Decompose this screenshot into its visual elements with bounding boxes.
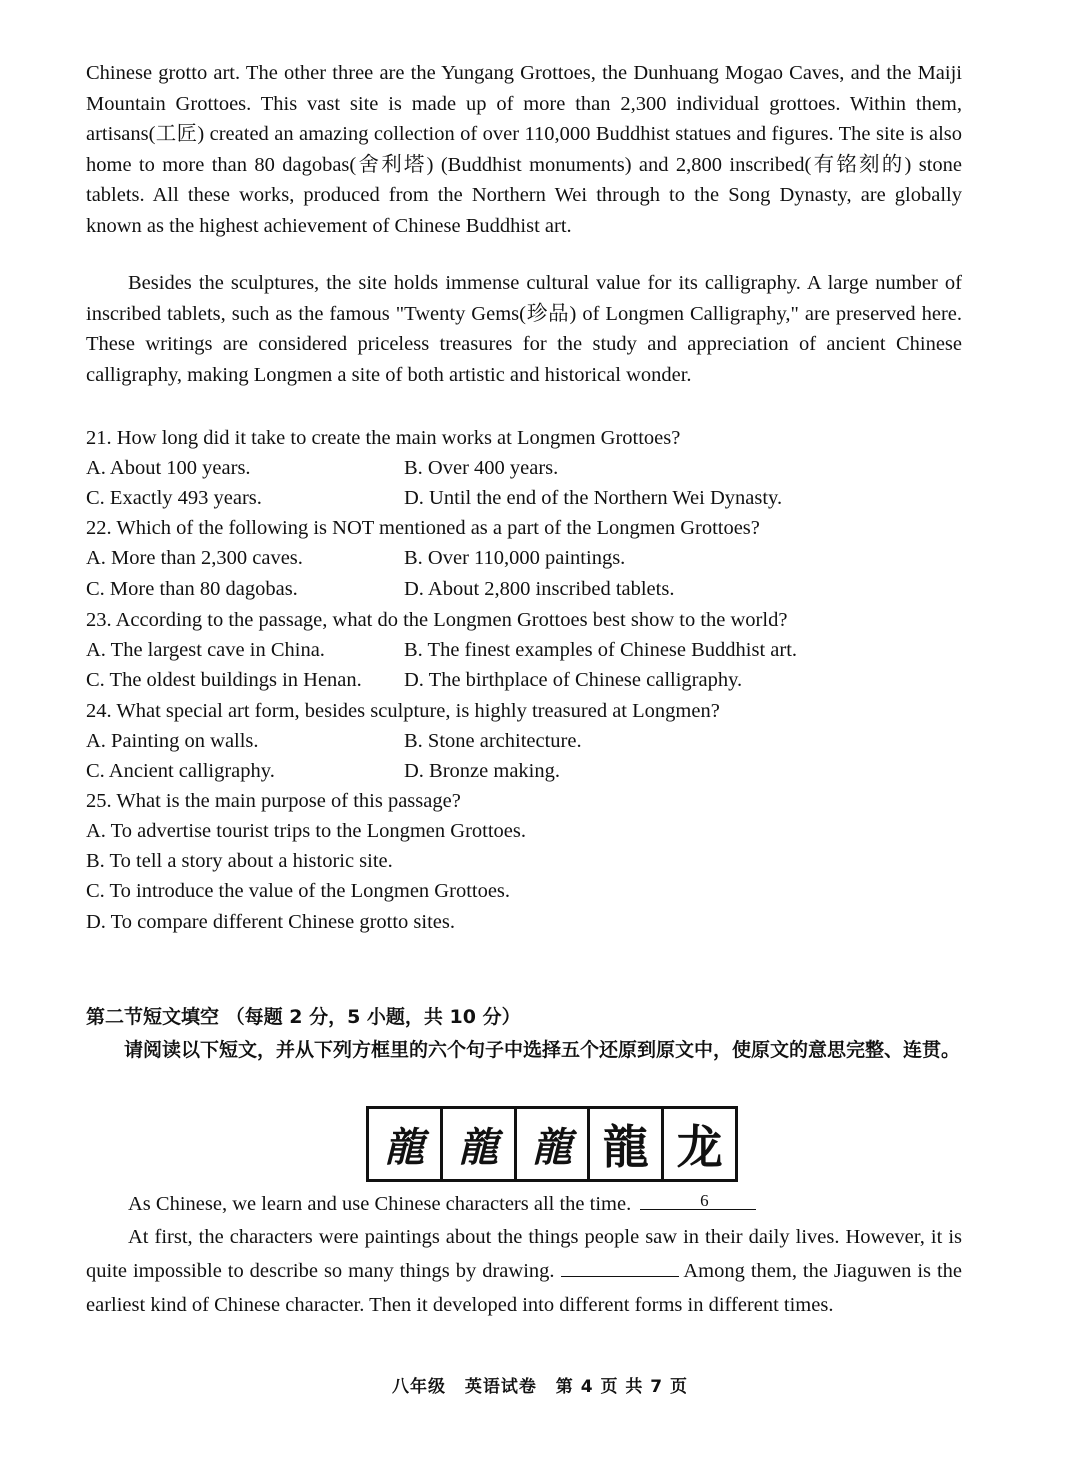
dragon-characters-box xyxy=(366,1106,738,1182)
simplified-dragon-character: 龙 xyxy=(676,1120,723,1174)
section-2-paragraph-1-text: As Chinese, we learn and use Chinese characters all the time. xyxy=(128,1193,632,1215)
question-22-option-b[interactable]: B. Over 110,000 paintings. xyxy=(404,547,626,569)
footer-page-number: 第 4 页 共 7 页 xyxy=(555,1377,689,1397)
traditional-dragon-character: 龍 xyxy=(590,1109,664,1179)
seal-script-dragon-character-1: 龍 xyxy=(369,1109,443,1179)
footer-subject: 英语试卷 xyxy=(464,1377,537,1397)
question-21-option-b[interactable]: B. Over 400 years. xyxy=(404,457,559,479)
question-22-option-c[interactable]: C. More than 80 dagobas. xyxy=(86,578,298,600)
question-23-option-b[interactable]: B. The finest examples of Chinese Buddhist art. xyxy=(404,639,798,661)
question-21-option-c[interactable]: C. Exactly 493 years. xyxy=(86,487,262,509)
question-24-stem: 24. What special art form, besides sculpture, is highly treasured at Longmen? xyxy=(86,700,720,722)
bronze-script-dragon-character: 龍 xyxy=(517,1109,591,1179)
section-2-paragraph-2 xyxy=(86,1220,962,1322)
question-22-option-d[interactable]: D. About 2,800 inscribed tablets. xyxy=(404,578,675,600)
passage-paragraph-1: Chinese grotto art. The other three are the Yungang Grottoes, the Dunhuang Mogao Caves, and the Maiji Mountain Grottoes. This vast site is made up of more than 2,300 individual grottoes. Within them, artisans(工匠) created an amazing collection of over 110,000 Buddhist statues and figures. The site is also home to more than 80 dagobas(舍利塔) (Buddhist monuments) and 2,800 inscribed(有铭刻的) stone tablets. All these works, produced from the Northern Wei through to the Song Dynasty, are globally known as the highest achievement of Chinese Buddhist art. xyxy=(86,62,962,237)
question-21-option-a[interactable]: A. About 100 years. xyxy=(86,457,251,479)
question-25-option-c[interactable]: C. To introduce the value of the Longmen Grottoes. xyxy=(86,880,511,902)
question-23-option-d[interactable]: D. The birthplace of Chinese calligraphy. xyxy=(404,669,743,691)
question-24-option-b[interactable]: B. Stone architecture. xyxy=(404,730,582,752)
footer-grade: 八年级 xyxy=(391,1377,446,1397)
seal-script-dragon-character-2: 龍 xyxy=(443,1109,517,1179)
passage-paragraph-2-text: Besides the sculptures, the site holds immense cultural value for its calligraphy. A large number of inscribed tablets, such as the famous "Twenty Gems(珍品) of Longmen Calligraphy," are preserved here. These writings are considered priceless treasures for the study and appreciation of ancient Chinese calligraphy, making Longmen a site of both artistic and historical wonder. xyxy=(86,272,962,386)
question-25-option-a[interactable]: A. To advertise tourist trips to the Longmen Grottoes. xyxy=(86,820,527,842)
page-footer xyxy=(0,1372,1080,1397)
question-25-stem: 25. What is the main purpose of this passage? xyxy=(86,790,461,812)
question-24-option-a[interactable]: A. Painting on walls. xyxy=(86,730,259,752)
blank-16-number: 6 xyxy=(700,1191,709,1210)
question-22-stem: 22. Which of the following is NOT mentioned as a part of the Longmen Grottoes? xyxy=(86,517,760,539)
question-22-option-a[interactable]: A. More than 2,300 caves. xyxy=(86,547,303,569)
question-21-stem: 21. How long did it take to create the main works at Longmen Grottoes? xyxy=(86,427,681,449)
blank-17[interactable] xyxy=(561,1256,679,1277)
section-2-heading: 第二节短文填空 （每题 2 分，5 小题，共 10 分） xyxy=(86,1006,521,1028)
question-24-option-c[interactable]: C. Ancient calligraphy. xyxy=(86,760,275,782)
question-24-option-d[interactable]: D. Bronze making. xyxy=(404,760,560,782)
question-23-stem: 23. According to the passage, what do the Longmen Grottoes best show to the world? xyxy=(86,609,788,631)
question-25-option-d[interactable]: D. To compare different Chinese grotto sites. xyxy=(86,911,455,933)
question-25-option-b[interactable]: B. To tell a story about a historic site. xyxy=(86,850,393,872)
blank-16[interactable] xyxy=(640,1189,756,1210)
question-21-option-d[interactable]: D. Until the end of the Northern Wei Dynasty. xyxy=(404,487,783,509)
section-2-paragraph-1 xyxy=(128,1189,756,1219)
question-23-option-c[interactable]: C. The oldest buildings in Henan. xyxy=(86,669,362,691)
question-23-option-a[interactable]: A. The largest cave in China. xyxy=(86,639,325,661)
section-2-paragraph-2-after: Among them, the Jiaguwen is the earliest kind of Chinese character. Then it developed into different forms in different times. xyxy=(86,1260,963,1316)
section-2-paragraph-2-before: At first, the characters were paintings about the things people saw in their daily lives. However, it is quite impossible to describe so many things by drawing. xyxy=(86,1226,962,1282)
section-2-instruction: 请阅读以下短文，并从下列方框里的六个句子中选择五个还原到原文中，使原文的意思完整、连贯。 xyxy=(124,1039,961,1061)
passage-paragraph-2 xyxy=(86,268,962,390)
